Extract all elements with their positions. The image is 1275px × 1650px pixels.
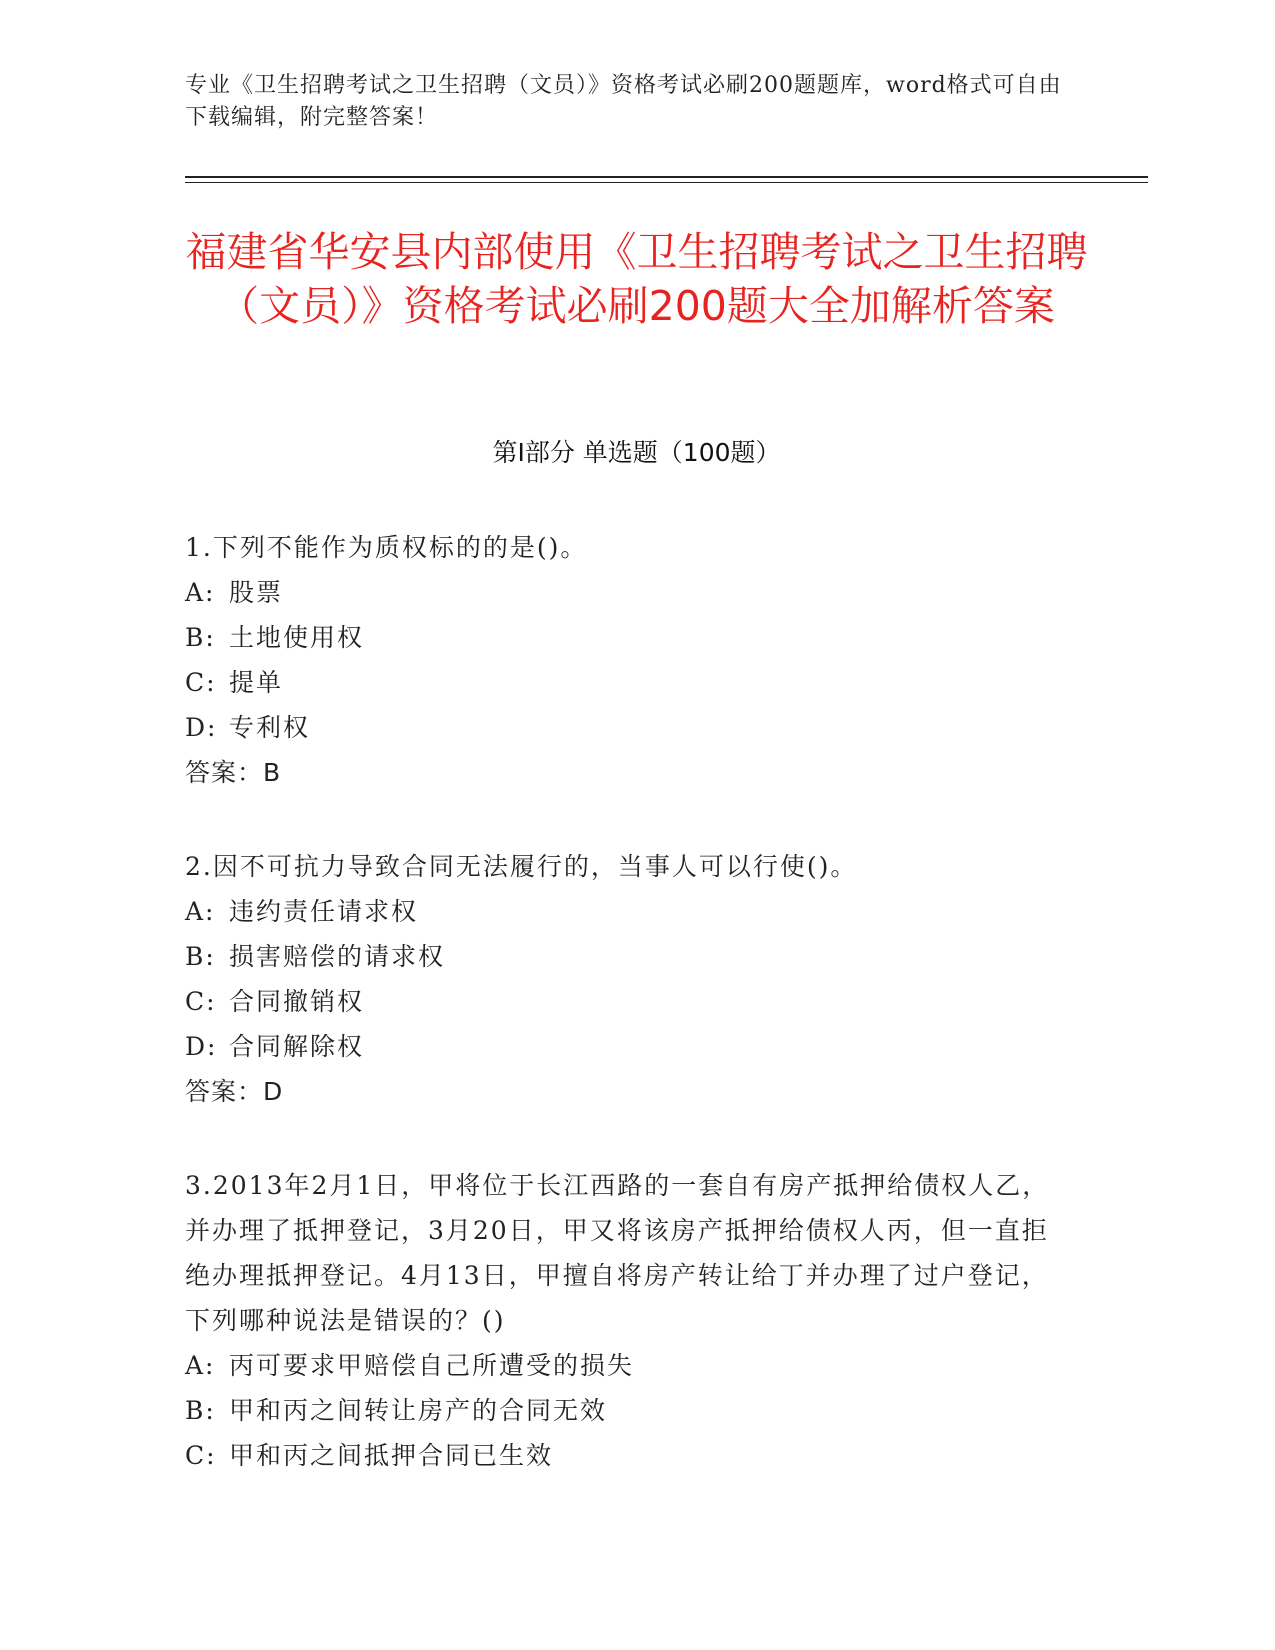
section-title: 第I部分 单选题（100题） <box>492 438 781 467</box>
option-label: B: <box>185 1396 216 1425</box>
option-label: D: <box>185 1032 218 1061</box>
option-b <box>185 1388 1065 1433</box>
document-title: 福建省华安县内部使用《卫生招聘考试之卫生招聘（文员）》资格考试必刷200题大全加解析答案 <box>185 228 1088 330</box>
option-d <box>185 1024 1065 1069</box>
question-2 <box>185 844 1065 1114</box>
question-list <box>185 525 1065 1527</box>
option-a <box>185 570 1065 615</box>
header-note: 专业《卫生招聘考试之卫生招聘（文员）》资格考试必刷200题题库，word格式可自由下载编辑，附完整答案！ <box>185 73 1062 130</box>
option-label: A: <box>185 897 216 926</box>
question-stem: 3.2013年2月1日，甲将位于长江西路的一套自有房产抵押给债权人乙，并办理了抵押登记，3月20日，甲又将该房产抵押给债权人丙，但一直拒绝办理抵押登记。4月13日，甲擅自将房产转让给丁并办理了过户登记，下列哪种说法是错误的？() <box>185 1171 1050 1335</box>
option-a <box>185 889 1065 934</box>
option-text: 股票 <box>229 578 284 607</box>
question-stem: 1.下列不能作为质权标的的是()。 <box>185 533 588 562</box>
option-text: 合同撤销权 <box>229 987 365 1016</box>
option-text: 甲和丙之间转让房产的合同无效 <box>229 1396 608 1425</box>
option-label: B: <box>185 942 216 971</box>
option-label: C: <box>185 987 217 1016</box>
header-rule-thick <box>185 176 1148 178</box>
question-1 <box>185 525 1065 795</box>
option-text: 专利权 <box>229 713 311 742</box>
option-label: C: <box>185 668 217 697</box>
question-stem: 2.因不可抗力导致合同无法履行的，当事人可以行使()。 <box>185 852 858 881</box>
option-d <box>185 705 1065 750</box>
option-text: 甲和丙之间抵押合同已生效 <box>229 1441 554 1470</box>
option-text: 损害赔偿的请求权 <box>229 942 446 971</box>
option-b <box>185 934 1065 979</box>
option-label: B: <box>185 623 216 652</box>
option-text: 违约责任请求权 <box>229 897 419 926</box>
option-label: A: <box>185 1351 216 1380</box>
option-label: C: <box>185 1441 217 1470</box>
option-text: 合同解除权 <box>229 1032 365 1061</box>
question-3 <box>185 1163 1065 1478</box>
option-c <box>185 660 1065 705</box>
option-label: D: <box>185 713 218 742</box>
option-label: A: <box>185 578 216 607</box>
header-rule-thin <box>185 182 1148 183</box>
option-text: 提单 <box>229 668 284 697</box>
option-c <box>185 979 1065 1024</box>
option-text: 丙可要求甲赔偿自己所遭受的损失 <box>229 1351 635 1380</box>
option-b <box>185 615 1065 660</box>
option-c <box>185 1433 1065 1478</box>
option-a <box>185 1343 1065 1388</box>
option-text: 土地使用权 <box>229 623 365 652</box>
answer: 答案：D <box>185 1077 284 1106</box>
answer: 答案：B <box>185 758 282 787</box>
